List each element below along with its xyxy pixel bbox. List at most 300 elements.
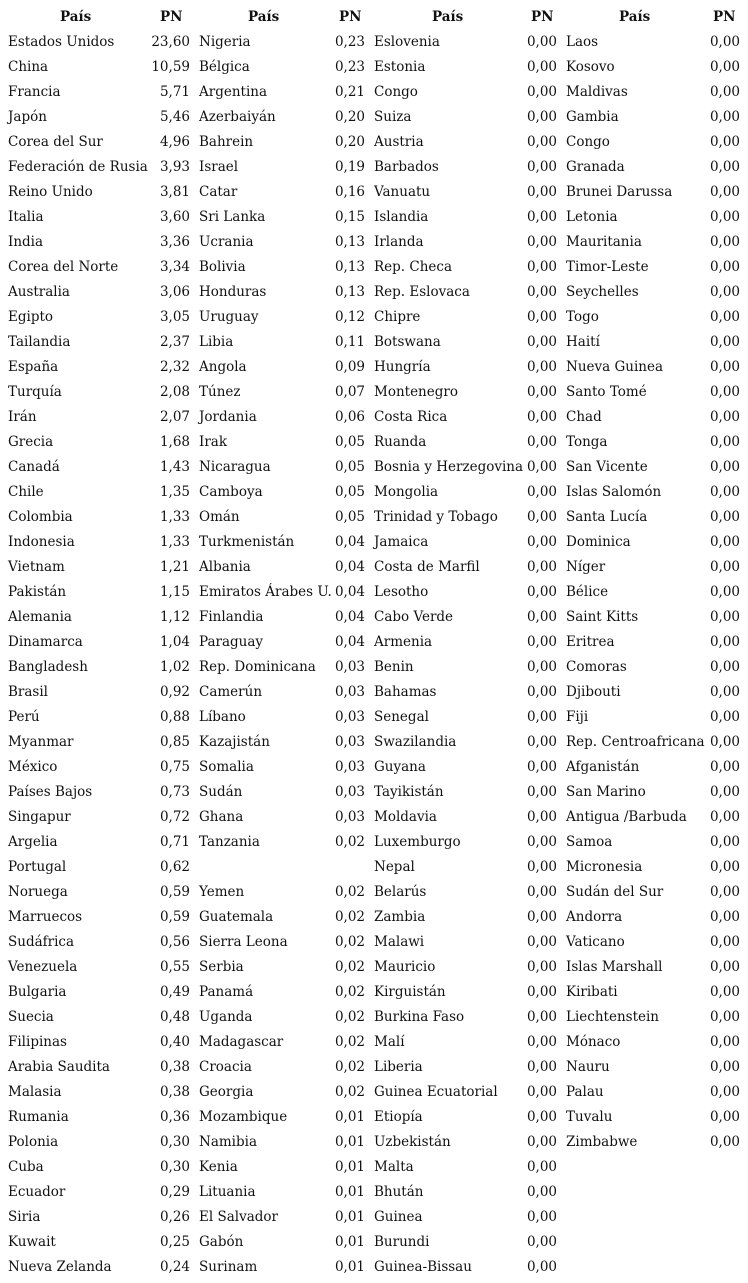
pn-value: 0,29 (159, 1184, 190, 1200)
pn-value: 0,05 (334, 509, 365, 525)
header-pais-2: País (248, 9, 280, 25)
country-name: Hungría (374, 359, 431, 375)
table-row (0, 680, 748, 705)
country-name: Tanzania (199, 834, 260, 850)
country-name: Malta (374, 1159, 414, 1175)
pn-value: 1,12 (159, 609, 190, 625)
country-name: Uzbekistán (374, 1134, 451, 1150)
pn-value: 0,00 (709, 884, 740, 900)
pn-value: 0,00 (526, 959, 557, 975)
country-name: Botswana (374, 334, 441, 350)
table-row (0, 130, 748, 155)
header-pais-4: País (619, 9, 651, 25)
country-name: Polonia (8, 1134, 59, 1150)
pn-value: 0,00 (709, 934, 740, 950)
table-row (0, 1180, 748, 1205)
country-name: Brunei Darussa (566, 184, 673, 200)
country-name: India (8, 234, 44, 250)
pn-value: 0,00 (526, 134, 557, 150)
country-name: Sri Lanka (199, 209, 266, 225)
pn-value: 0,00 (526, 634, 557, 650)
country-name: Irlanda (374, 234, 424, 250)
table-row (0, 1080, 748, 1105)
country-name: Tayikistán (374, 784, 444, 800)
pn-value: 0,71 (159, 834, 190, 850)
pn-value: 0,00 (709, 584, 740, 600)
pn-value: 5,71 (159, 84, 190, 100)
pn-value: 0,75 (159, 759, 190, 775)
pn-value: 0,00 (709, 384, 740, 400)
country-name: Uruguay (199, 309, 259, 325)
country-name: Burundi (374, 1234, 430, 1250)
country-name: Antigua /Barbuda (566, 809, 687, 825)
pn-value: 0,03 (334, 659, 365, 675)
table-row (0, 1055, 748, 1080)
country-name: Azerbaiyán (199, 109, 276, 125)
pn-value: 0,00 (709, 409, 740, 425)
country-name: Costa de Marfil (374, 559, 480, 575)
table-row (0, 705, 748, 730)
pn-value: 0,72 (159, 809, 190, 825)
pn-value: 0,56 (159, 934, 190, 950)
pn-value: 0,02 (334, 934, 365, 950)
pn-value: 0,21 (334, 84, 365, 100)
pn-value: 0,00 (709, 309, 740, 325)
pn-value: 1,33 (159, 509, 190, 525)
pn-value: 0,00 (526, 1234, 557, 1250)
pn-value: 0,23 (334, 34, 365, 50)
country-name: Jamaica (374, 534, 429, 550)
country-name: Madagascar (199, 1034, 284, 1050)
pn-value: 0,01 (334, 1209, 365, 1225)
table-row (0, 330, 748, 355)
country-name: Ecuador (8, 1184, 66, 1200)
country-name: Catar (199, 184, 238, 200)
country-name: Rep. Centroafricana (566, 734, 705, 750)
country-name: Belarús (374, 884, 427, 900)
country-name: Bélice (566, 584, 609, 600)
pn-value: 0,02 (334, 1059, 365, 1075)
country-name: Honduras (199, 284, 267, 300)
table-row (0, 1105, 748, 1130)
country-name: Panamá (199, 984, 254, 1000)
country-name: Marruecos (8, 909, 83, 925)
country-name: Guatemala (199, 909, 274, 925)
pn-value: 3,34 (159, 259, 190, 275)
table-row (0, 505, 748, 530)
table-row (0, 355, 748, 380)
pn-value: 0,11 (334, 334, 365, 350)
pn-value: 0,00 (526, 1134, 557, 1150)
pn-value: 0,02 (334, 834, 365, 850)
pn-value: 0,62 (159, 859, 190, 875)
pn-value: 0,00 (526, 809, 557, 825)
country-name: Congo (566, 134, 610, 150)
country-name: Siria (8, 1209, 41, 1225)
country-name: Nepal (374, 859, 415, 875)
pn-value: 0,12 (334, 309, 365, 325)
country-name: Austria (374, 134, 424, 150)
pn-value: 0,00 (709, 359, 740, 375)
country-name: Mongolia (374, 484, 439, 500)
table-row (0, 830, 748, 855)
pn-value: 0,00 (526, 334, 557, 350)
country-name: El Salvador (199, 1209, 278, 1225)
pn-value: 0,00 (709, 634, 740, 650)
pn-value: 0,00 (526, 109, 557, 125)
country-name: Cuba (8, 1159, 44, 1175)
country-name: Timor-Leste (566, 259, 649, 275)
pn-value: 0,00 (526, 859, 557, 875)
country-name: Santo Tomé (566, 384, 647, 400)
country-name: Somalia (199, 759, 254, 775)
pn-value: 2,08 (159, 384, 190, 400)
pn-value: 0,00 (526, 184, 557, 200)
pn-value: 0,02 (334, 984, 365, 1000)
pn-value: 0,13 (334, 234, 365, 250)
country-name: Sudáfrica (8, 934, 75, 950)
country-name: Letonia (566, 209, 618, 225)
pn-value: 0,04 (334, 559, 365, 575)
pn-value: 0,00 (709, 459, 740, 475)
country-name: Bhután (374, 1184, 424, 1200)
country-name: Jordania (199, 409, 257, 425)
table-row (0, 630, 748, 655)
pn-value: 0,00 (526, 884, 557, 900)
country-name: Islas Salomón (566, 484, 662, 500)
country-name: Fiji (566, 709, 589, 725)
country-name: Estados Unidos (8, 34, 115, 50)
pn-value: 0,02 (334, 1034, 365, 1050)
country-name: Mauritania (566, 234, 642, 250)
country-name: Corea del Norte (8, 259, 119, 275)
country-name: Gambia (566, 109, 619, 125)
pn-value: 0,00 (526, 759, 557, 775)
country-name: Camboya (199, 484, 263, 500)
table-row (0, 930, 748, 955)
country-name: Sierra Leona (199, 934, 288, 950)
pn-value: 0,01 (334, 1109, 365, 1125)
pn-value: 0,20 (334, 109, 365, 125)
table-row (0, 1230, 748, 1255)
pn-value: 0,00 (526, 359, 557, 375)
pn-value: 0,00 (709, 484, 740, 500)
country-name: Eritrea (566, 634, 615, 650)
country-name: Bosnia y Herzegovina (374, 459, 524, 475)
country-name: Alemania (8, 609, 72, 625)
pn-value: 0,26 (159, 1209, 190, 1225)
country-name: Chad (566, 409, 602, 425)
pn-value: 0,55 (159, 959, 190, 975)
country-name: Albania (199, 559, 251, 575)
pn-value: 2,37 (159, 334, 190, 350)
pn-value: 0,05 (334, 484, 365, 500)
country-name: Argentina (199, 84, 268, 100)
pn-value: 0,03 (334, 759, 365, 775)
pn-value: 0,30 (159, 1159, 190, 1175)
country-name: Guyana (374, 759, 426, 775)
pn-value: 0,02 (334, 909, 365, 925)
country-name: Congo (374, 84, 418, 100)
pn-value: 0,49 (159, 984, 190, 1000)
country-name: Lesotho (374, 584, 429, 600)
pn-value: 3,05 (159, 309, 190, 325)
pn-value: 1,02 (159, 659, 190, 675)
pn-value: 0,01 (334, 1259, 365, 1275)
pn-value: 0,00 (709, 434, 740, 450)
country-name: Malí (374, 1034, 405, 1050)
pn-value: 0,00 (526, 34, 557, 50)
country-name: Sudán del Sur (566, 884, 664, 900)
pn-value: 3,93 (159, 159, 190, 175)
country-name: Brasil (8, 684, 48, 700)
country-name: Corea del Sur (8, 134, 103, 150)
table-row (0, 430, 748, 455)
header-row (0, 5, 748, 30)
country-name: Turkmenistán (199, 534, 295, 550)
country-name: Islas Marshall (566, 959, 663, 975)
table-row (0, 1155, 748, 1180)
pn-value: 0,00 (526, 84, 557, 100)
pn-value: 0,00 (526, 834, 557, 850)
pn-value: 0,04 (334, 609, 365, 625)
pn-value: 0,00 (709, 1034, 740, 1050)
table-row (0, 480, 748, 505)
header-pn-4: PN (713, 9, 736, 25)
pn-value: 0,00 (709, 34, 740, 50)
country-name: San Vicente (566, 459, 648, 475)
country-name: Togo (566, 309, 599, 325)
country-name: Rumania (8, 1109, 69, 1125)
header-pais-1: País (60, 9, 92, 25)
table-row (0, 1005, 748, 1030)
country-name: Liberia (374, 1059, 423, 1075)
pn-value: 0,01 (334, 1159, 365, 1175)
country-name: Sudán (199, 784, 243, 800)
country-name: Nigeria (199, 34, 251, 50)
pn-value: 0,00 (709, 184, 740, 200)
header-pn-3: PN (531, 9, 554, 25)
country-name: Mauricio (374, 959, 436, 975)
country-name: Dominica (566, 534, 631, 550)
pn-value: 0,00 (709, 1084, 740, 1100)
country-name: Grecia (8, 434, 54, 450)
pn-value: 0,03 (334, 734, 365, 750)
pn-value: 0,00 (709, 259, 740, 275)
country-name: Bahamas (374, 684, 437, 700)
pn-value: 3,36 (159, 234, 190, 250)
country-name: Líbano (199, 709, 246, 725)
country-name: Paraguay (199, 634, 264, 650)
country-name: Vaticano (566, 934, 625, 950)
pn-value: 1,33 (159, 534, 190, 550)
pn-value: 0,00 (709, 159, 740, 175)
country-name: Swazilandia (374, 734, 457, 750)
country-name: Egipto (8, 309, 54, 325)
country-name: Serbia (199, 959, 244, 975)
pn-value: 0,00 (709, 509, 740, 525)
country-name: Haití (566, 334, 600, 350)
pn-value: 0,00 (526, 1209, 557, 1225)
country-name: Georgia (199, 1084, 254, 1100)
pn-value: 1,68 (159, 434, 190, 450)
table-row (0, 880, 748, 905)
pn-value: 4,96 (159, 134, 190, 150)
pn-value: 0,00 (526, 159, 557, 175)
pn-value: 0,00 (526, 659, 557, 675)
table-row (0, 30, 748, 55)
country-name: Comoras (566, 659, 627, 675)
country-name: Ruanda (374, 434, 427, 450)
country-name: Nueva Guinea (566, 359, 663, 375)
table-row (0, 180, 748, 205)
pn-value: 0,00 (526, 309, 557, 325)
country-name: Camerún (199, 684, 263, 700)
country-name: Níger (566, 559, 606, 575)
country-name: Kiribati (566, 984, 618, 1000)
table-row (0, 530, 748, 555)
table-row (0, 80, 748, 105)
country-name: Japón (8, 109, 47, 125)
country-name: Emiratos Árabes U. (199, 584, 332, 600)
table-row (0, 105, 748, 130)
pn-value: 0,92 (159, 684, 190, 700)
pn-value: 0,00 (526, 1184, 557, 1200)
country-name: Rep. Checa (374, 259, 453, 275)
country-name: Mozambique (199, 1109, 288, 1125)
country-name: Myanmar (8, 734, 74, 750)
pn-value: 0,01 (334, 1134, 365, 1150)
country-name: Israel (199, 159, 239, 175)
country-name: Seychelles (566, 284, 639, 300)
table-row (0, 655, 748, 680)
pn-value: 0,00 (526, 209, 557, 225)
pn-value: 0,00 (526, 484, 557, 500)
pn-value: 0,13 (334, 259, 365, 275)
table-row (0, 1255, 748, 1280)
country-name: Bélgica (199, 59, 250, 75)
pn-value: 0,38 (159, 1084, 190, 1100)
table-row (0, 55, 748, 80)
table-row (0, 555, 748, 580)
pn-value: 0,00 (526, 1159, 557, 1175)
country-name: Pakistán (8, 584, 67, 600)
country-name: Etiopía (374, 1109, 423, 1125)
pn-value: 0,00 (709, 234, 740, 250)
pn-value: 0,03 (334, 709, 365, 725)
pn-value: 0,13 (334, 284, 365, 300)
country-name: España (8, 359, 59, 375)
pn-value: 0,06 (334, 409, 365, 425)
country-name: Armenia (374, 634, 433, 650)
table-row (0, 205, 748, 230)
country-name: Libia (199, 334, 234, 350)
country-name: Chipre (374, 309, 421, 325)
pn-value: 1,43 (159, 459, 190, 475)
pn-value: 0,23 (334, 59, 365, 75)
pn-value: 0,00 (709, 759, 740, 775)
country-name: Singapur (8, 809, 71, 825)
pn-value: 0,00 (709, 334, 740, 350)
country-name: Indonesia (8, 534, 75, 550)
country-name: Senegal (374, 709, 429, 725)
table-row (0, 405, 748, 430)
pn-value: 0,00 (709, 734, 740, 750)
pn-value: 0,00 (526, 59, 557, 75)
country-name: Venezuela (8, 959, 78, 975)
pn-value: 0,05 (334, 434, 365, 450)
table-row (0, 155, 748, 180)
pn-value: 0,02 (334, 1084, 365, 1100)
pn-value: 0,00 (526, 584, 557, 600)
pn-value: 1,21 (159, 559, 190, 575)
country-name: China (8, 59, 49, 75)
country-name: Lituania (199, 1184, 256, 1200)
pn-value: 0,00 (526, 234, 557, 250)
pn-value: 3,06 (159, 284, 190, 300)
country-name: Zimbabwe (566, 1134, 638, 1150)
pn-value: 0,19 (334, 159, 365, 175)
country-name: Colombia (8, 509, 73, 525)
pn-value: 0,85 (159, 734, 190, 750)
header-pn-2: PN (339, 9, 362, 25)
country-name: Omán (199, 509, 240, 525)
pn-value: 0,00 (709, 834, 740, 850)
table-row (0, 380, 748, 405)
header-pais-3: País (432, 9, 464, 25)
pn-value: 0,00 (526, 559, 557, 575)
country-name: Rep. Dominicana (199, 659, 316, 675)
pn-value: 0,00 (709, 1134, 740, 1150)
pn-value: 1,04 (159, 634, 190, 650)
pn-value: 0,00 (709, 909, 740, 925)
country-name: Guinea Ecuatorial (374, 1084, 498, 1100)
pn-value: 1,35 (159, 484, 190, 500)
country-name: Vietnam (8, 559, 65, 575)
pn-value: 0,00 (709, 784, 740, 800)
pn-value: 0,00 (709, 59, 740, 75)
pn-value: 0,88 (159, 709, 190, 725)
country-name: Samoa (566, 834, 613, 850)
table-row (0, 1130, 748, 1155)
pn-value: 1,15 (159, 584, 190, 600)
table-row (0, 255, 748, 280)
table-row (0, 605, 748, 630)
country-name: Suiza (374, 109, 412, 125)
country-name: Gabón (199, 1234, 244, 1250)
country-name: Djibouti (566, 684, 621, 700)
country-name: Mónaco (566, 1034, 621, 1050)
pn-value: 0,00 (709, 559, 740, 575)
country-name: Ghana (199, 809, 244, 825)
pn-value: 0,00 (526, 1084, 557, 1100)
pn-value: 0,00 (709, 1059, 740, 1075)
country-name: Costa Rica (374, 409, 448, 425)
country-name: Túnez (199, 384, 241, 400)
country-name: Nicaragua (199, 459, 271, 475)
country-name: Bangladesh (8, 659, 88, 675)
pn-value: 0,00 (709, 284, 740, 300)
country-name: Portugal (8, 859, 67, 875)
pn-value: 0,00 (526, 984, 557, 1000)
table-row (0, 230, 748, 255)
pn-value: 0,04 (334, 634, 365, 650)
country-name: Santa Lucía (566, 509, 648, 525)
country-name: Malawi (374, 934, 425, 950)
pn-value: 0,01 (334, 1234, 365, 1250)
country-name: Afganistán (566, 759, 640, 775)
table-row (0, 955, 748, 980)
